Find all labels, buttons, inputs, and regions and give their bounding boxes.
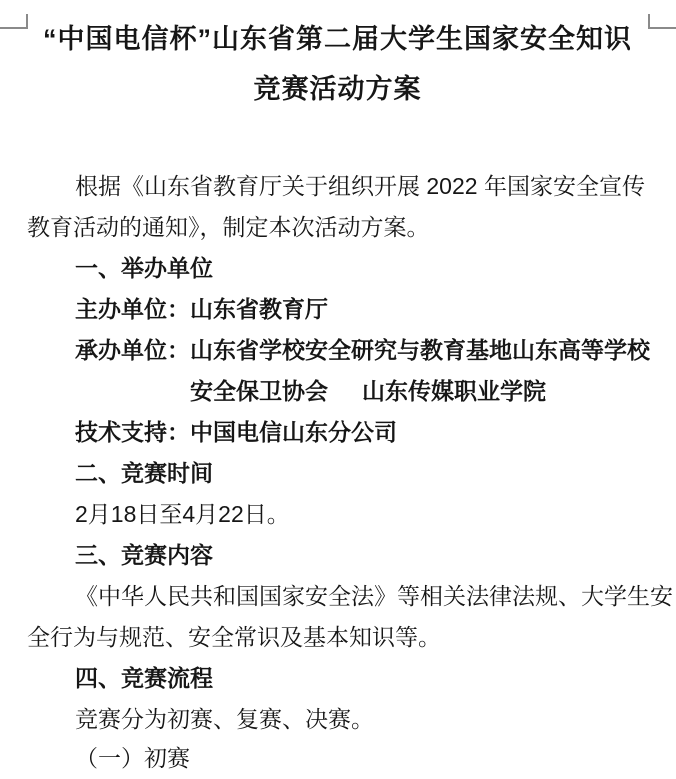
line-tech-support: 技术支持：中国电信山东分公司 (75, 419, 397, 445)
line-organizer: 主办单位：山东省教育厅 (75, 296, 328, 322)
document-title-line-1: “中国电信杯”山东省第二届大学生国家安全知识 (43, 24, 632, 54)
line-next-clipped: （一）初赛 (75, 745, 190, 771)
document-body (0, 166, 676, 779)
section-heading-4-process: 四、竞赛流程 (75, 665, 213, 691)
line-competition-stages: 竞赛分为初赛、复赛、决赛。 (75, 706, 374, 732)
line-undertaker-2 (27, 371, 648, 412)
paragraph-line-content-1: 《中华人民共和国国家安全法》等相关法律法规、大学生安 (75, 583, 673, 609)
document-title (0, 14, 676, 114)
document-page (0, 14, 676, 771)
section-heading-1-hosts: 一、举办单位 (75, 255, 213, 281)
page-margin-mark-left-icon (0, 14, 28, 29)
line-undertaker-2-part1: 安全保卫协会 (190, 378, 328, 404)
line-undertaker-1: 承办单位：山东省学校安全研究与教育基地山东高等学校 (75, 337, 650, 363)
section-heading-2-time: 二、竞赛时间 (75, 460, 213, 486)
document-title-line-2: 竞赛活动方案 (253, 74, 422, 104)
line-undertaker-2-part2: 山东传媒职业学院 (362, 378, 546, 404)
page-margin-mark-right-icon (648, 14, 676, 29)
paragraph-line-intro-1: 根据《山东省教育厅关于组织开展 2022 年国家安全宣传 (75, 173, 645, 199)
paragraph-line-intro-2: 教育活动的通知》，制定本次活动方案。 (27, 214, 430, 240)
paragraph-line-content-2: 全行为与规范、安全常识及基本知识等。 (27, 624, 441, 650)
section-heading-3-content: 三、竞赛内容 (75, 542, 213, 568)
line-competition-dates: 2月18日至4月22日。 (75, 501, 290, 527)
